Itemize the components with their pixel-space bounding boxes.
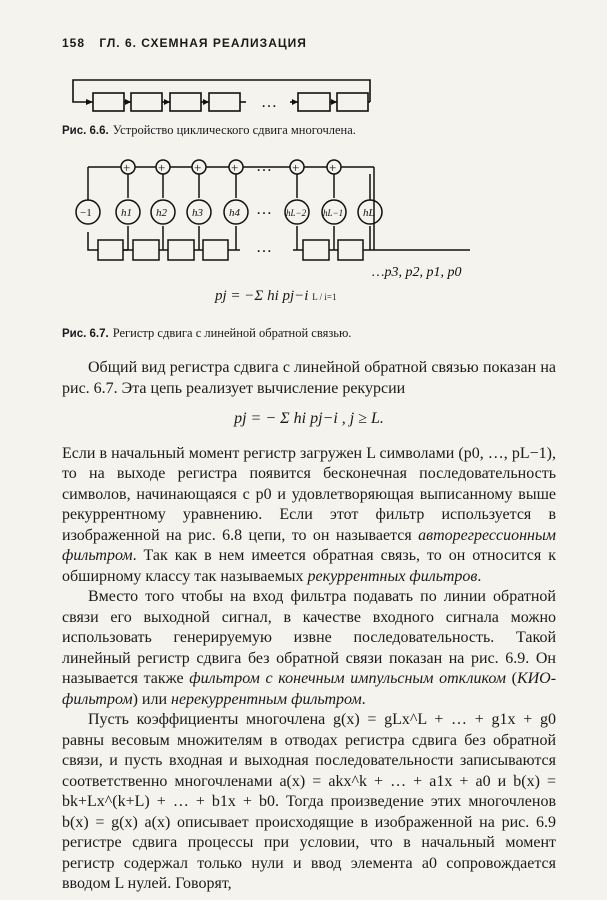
multiplier-label: h4 — [229, 207, 240, 219]
figure-6-6-caption: Рис. 6.6. Устройство циклического сдвига многочлена. — [62, 123, 356, 137]
multiplier-label: h2 — [156, 207, 167, 219]
adder-plus: + — [194, 160, 202, 175]
paragraph: Общий вид регистра сдвига с линейной обратной связью показан на рис. 6.7. Эта цепь реализует вычисление рекурсии — [62, 359, 556, 397]
figure-6-7-formula: pj = −Σ hi pj−i L / i=1 — [215, 288, 337, 304]
main-text — [62, 358, 556, 895]
output-sequence: …p3, p2, p1, p0 — [372, 265, 462, 280]
adder-plus: + — [123, 160, 131, 175]
multiplier-label: h3 — [192, 207, 203, 219]
adder-plus: + — [292, 160, 300, 175]
recursion-equation: pj = − Σ hi pj−i , j ≥ L. — [234, 410, 384, 427]
ellipsis: … — [261, 94, 277, 111]
adder-plus: + — [329, 160, 337, 175]
ellipsis: … — [256, 201, 272, 218]
page-number: 158 — [62, 36, 86, 50]
adder-plus: + — [231, 160, 239, 175]
adder-plus: + — [158, 160, 166, 175]
paragraph: Вместо того чтобы на вход фильтра подавать по линии обратной связи его выходной сигнал, в качестве входного сигнала можно использовать генерируемую извне последовательность. Такой линейный регистр сдвига без обратной связи показан на рис. 6.9. Он называется также фильтром с конечным импульсным откликом (КИО-фильтром) или нерекуррентным фильтром. — [62, 588, 557, 708]
multiplier-label: hL−1 — [323, 208, 344, 218]
figure-6-7-caption: Рис. 6.7. Регистр сдвига с линейной обратной связью. — [62, 326, 352, 340]
figure-label: Рис. 6.6. — [62, 125, 109, 137]
paragraph: Пусть коэффициенты многочлена g(x) = gLx^L + … + g1x + g0 равны весовым множителям в отводах регистра сдвига без обратной связи, и пусть входная и выходная последовательности записываются соответственно многочленами a(x) = akx^k + … + a1x + a0 и b(x) = bk+Lx^(k+L) + … + b1x + b0. Тогда произведение этих многочленов b(x) = g(x) a(x) описывает происходящие в изображенной на рис. 6.9 регистре сдвига процессы при условии, что в начальный момент регистр содержал только нули и ввод элемента a0 сопровождается вводом L нулей. Говорят, — [62, 711, 556, 892]
ellipsis: … — [256, 158, 272, 175]
multiplier-label: −1 — [80, 207, 92, 219]
multiplier-label: hL−2 — [286, 208, 307, 218]
ellipsis: … — [256, 239, 272, 256]
multiplier-label: h1 — [121, 207, 132, 219]
chapter-title: ГЛ. 6. СХЕМНАЯ РЕАЛИЗАЦИЯ — [99, 36, 307, 50]
figure-label: Рис. 6.7. — [62, 328, 109, 340]
paragraph: Если в начальный момент регистр загружен L символами (p0, …, pL−1), то на выходе регистра появится бесконечная последовательность символов, начинающаяся с p0 и удовлетворяющая выписанному выше рекуррентному уравнению. Если этот фильтр используется в изображенной на рис. 6.8 цепи, то он называется авторегрессионным фильтром. Так как в нем имеется обратная связь, то он относится к обширному классу так называемых рекуррентных фильтров. — [62, 444, 556, 585]
multiplier-label: hL — [363, 207, 375, 219]
figure-6-7 — [0, 0, 607, 300]
